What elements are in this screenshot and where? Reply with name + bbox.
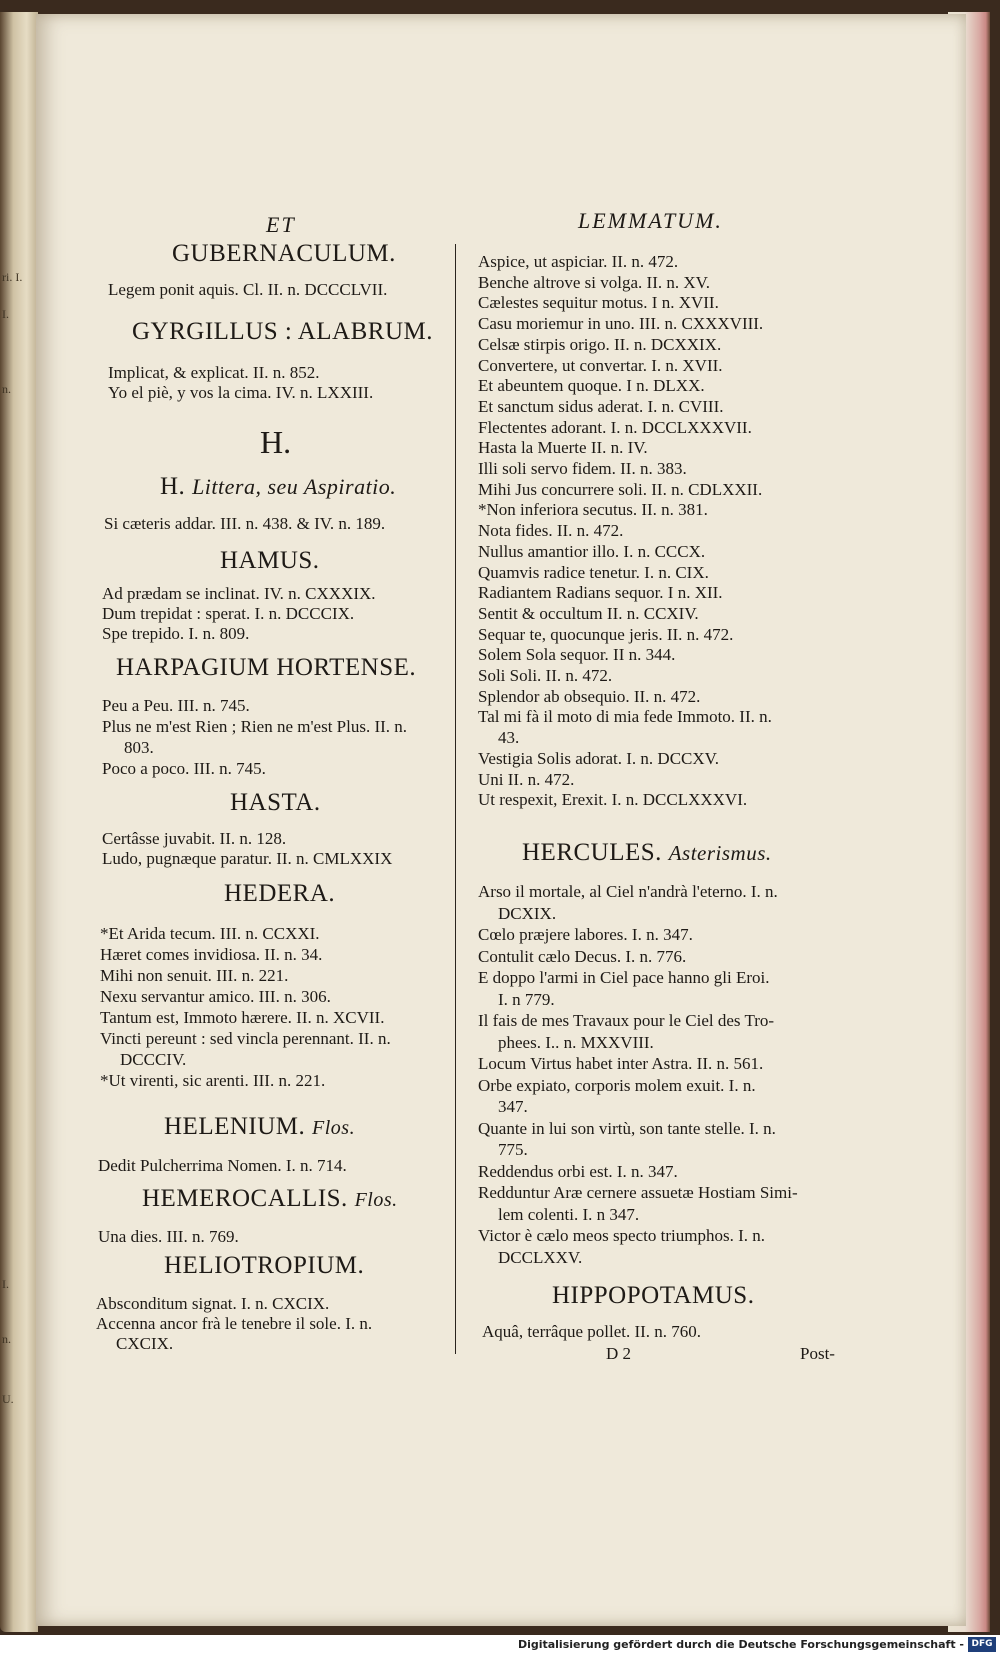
entry-title-main: HERCULES.	[522, 839, 662, 866]
entry-line: 803.	[124, 738, 154, 757]
entry-line: DCCLXXV.	[498, 1247, 583, 1267]
entry-line: Implicat, & explicat. II. n. 852.	[108, 363, 320, 382]
entry-line: DCXIX.	[498, 903, 557, 923]
entry-line: Vincti pereunt : sed vincla perennant. II. n.	[100, 1029, 391, 1048]
book-edge-left	[0, 12, 38, 1632]
entry-line: *Non inferiora secutus. II. n. 381.	[478, 500, 708, 520]
entry-title-main: HEMEROCALLIS.	[142, 1185, 348, 1212]
entry-line: Redduntur Aræ cernere assuetæ Hostiam Simi-	[478, 1183, 798, 1202]
entry-line: Yo el piè, y vos la cima. IV. n. LXXIII.	[108, 383, 374, 402]
entry-line: I. n 779.	[498, 989, 555, 1009]
entry-line: Et abeuntem quoque. I n. DLXX.	[478, 376, 705, 396]
footer-bar	[0, 1635, 1000, 1655]
entry-line: Solem Sola sequor. II n. 344.	[478, 645, 676, 665]
entry-line: Tantum est, Immoto hærere. II. n. XCVII.	[100, 1008, 385, 1027]
entry-line: Accenna ancor frà le tenebre il sole. I. n.	[96, 1314, 373, 1333]
entry-line: Legem ponit aquis. Cl. II. n. DCCCLVII.	[108, 280, 388, 299]
entry-line: E doppo l'armi in Ciel pace hanno gli Eroi.	[478, 968, 770, 987]
entry-line: *Ut virenti, sic arenti. III. n. 221.	[100, 1071, 326, 1090]
entry-line: Il fais de mes Travaux pour le Ciel des Tro-	[478, 1011, 775, 1030]
entry-line: phees. I.. n. MXXVIII.	[498, 1032, 654, 1052]
entry-line: Sentit & occultum II. n. CCXIV.	[478, 603, 699, 623]
entry-line: Certâsse juvabit. II. n. 128.	[102, 829, 287, 848]
entry-line: Tal mi fà il moto di mia fede Immoto. II. n.	[478, 707, 772, 727]
entry-line: Mihi non senuit. III. n. 221.	[100, 966, 289, 985]
entry-line: Et sanctum sidus aderat. I. n. CVIII.	[478, 396, 724, 416]
entry-line: Quante in lui son virtù, son tante stelle. I. n.	[478, 1118, 776, 1138]
entry-title	[142, 1185, 398, 1213]
entry-line: Orbe expiato, corporis molem exuit. I. n.	[478, 1075, 756, 1095]
entry-line: Soli Soli. II. n. 472.	[478, 666, 613, 685]
entry-line: Casu moriemur in uno. III. n. CXXXVIII.	[478, 314, 764, 334]
entry-line: Mihi Jus concurrere soli. II. n. CDLXXII.	[478, 479, 763, 499]
entry-line: Ludo, pugnæque paratur. II. n. CMLXXIX	[102, 849, 393, 868]
entry-line: Ut respexit, Erexit. I. n. DCCLXXXVI.	[478, 790, 748, 810]
entry-line: Uni II. n. 472.	[478, 769, 575, 789]
entry-line: 43.	[498, 728, 520, 748]
entry-line: Quamvis radice tenetur. I. n. CIX.	[478, 562, 709, 582]
page-signature: D 2	[606, 1344, 632, 1363]
entry-line: Locum Virtus habet inter Astra. II. n. 561.	[478, 1054, 764, 1073]
entry-title-main: HELENIUM.	[164, 1113, 306, 1140]
entry-line: Si cæteris addar. III. n. 438. & IV. n. 189.	[104, 514, 386, 533]
entry-title: HIPPOPOTAMUS.	[552, 1282, 755, 1309]
entry-line: Splendor ab obsequio. II. n. 472.	[478, 686, 701, 706]
entry-line: Nota fides. II. n. 472.	[478, 521, 624, 541]
entry-line: Cælestes sequitur motus. I n. XVII.	[478, 293, 719, 313]
edge-mark: n.	[2, 382, 11, 396]
entry-line: Aspice, ut aspiciar. II. n. 472.	[478, 252, 679, 271]
entry-line: Absconditum signat. I. n. CXCIX.	[96, 1294, 330, 1313]
entry-line: Reddendus orbi est. I. n. 347.	[478, 1161, 678, 1181]
entry-line: 347.	[498, 1097, 528, 1116]
entry-line: Spe trepido. I. n. 809.	[102, 624, 250, 643]
entry-title	[164, 1113, 355, 1141]
entry-line: Dum trepidat : sperat. I. n. DCCCIX.	[102, 604, 355, 623]
edge-mark: I.	[2, 1277, 9, 1291]
catchword: Post-	[800, 1344, 835, 1363]
entry-line: Nullus amantior illo. I. n. CCCX.	[478, 541, 706, 561]
entry-line: Aquâ, terrâque pollet. II. n. 760.	[482, 1322, 702, 1341]
entry-line: Illi soli servo fidem. II. n. 383.	[478, 459, 687, 478]
entry-line: Arso il mortale, al Ciel n'andrà l'eterno. I. n.	[478, 882, 778, 901]
entry-title-italic: Asterismus.	[668, 841, 772, 865]
entry-title: GUBERNACULUM.	[172, 240, 396, 267]
edge-mark: ri. I.	[2, 270, 23, 284]
entry-line: 775.	[498, 1140, 528, 1159]
entry-line: Radiantem Radians sequor. I n. XII.	[478, 583, 723, 603]
edge-mark: n.	[2, 1332, 11, 1346]
entry-title: HEDERA.	[224, 880, 336, 907]
entry-title	[522, 839, 772, 867]
entry-line: Celsæ stirpis origo. II. n. DCXXIX.	[478, 334, 722, 354]
entry-line: Dedit Pulcherrima Nomen. I. n. 714.	[98, 1156, 347, 1175]
edge-mark: U.	[2, 1392, 14, 1406]
entry-title	[160, 473, 396, 501]
entry-title: HASTA.	[230, 789, 321, 816]
running-header-left: ET	[266, 212, 296, 237]
entry-line: Contulit cælo Decus. I. n. 776.	[478, 946, 687, 966]
entry-line: lem colenti. I. n 347.	[498, 1204, 640, 1224]
entry-title: HARPAGIUM HORTENSE.	[116, 654, 417, 681]
column-divider	[455, 244, 456, 1354]
entry-line: Benche altrove si volga. II. n. XV.	[478, 272, 710, 292]
entry-line: CXCIX.	[116, 1334, 174, 1353]
entry-line: Cœlo præjere labores. I. n. 347.	[478, 925, 693, 944]
entry-line: Victor è cælo meos specto triumphos. I. n.	[478, 1226, 765, 1245]
entry-title-italic: Flos.	[312, 1117, 356, 1139]
entry-line: Hæret comes invidiosa. II. n. 34.	[100, 945, 323, 964]
entry-line: *Et Arida tecum. III. n. CCXXI.	[100, 924, 320, 943]
entry-line: Plus ne m'est Rien ; Rien ne m'est Plus. II. n.	[102, 717, 408, 736]
entry-title: HELIOTROPIUM.	[164, 1252, 365, 1279]
entry-line: Peu a Peu. III. n. 745.	[102, 696, 250, 715]
dfg-logo: DFG	[968, 1637, 996, 1652]
entry-line: Nexu servantur amico. III. n. 306.	[100, 987, 331, 1006]
entry-line: DCCCIV.	[120, 1050, 187, 1069]
running-header-right: LEMMATUM.	[578, 208, 723, 233]
entry-title-italic: Flos.	[354, 1189, 398, 1211]
entry-line: Poco a poco. III. n. 745.	[102, 759, 266, 778]
letter-heading: H.	[260, 424, 292, 460]
entry-line: Convertere, ut convertar. I. n. XVII.	[478, 355, 723, 375]
entry-line: Flectentes adorant. I. n. DCCLXXXVII.	[478, 417, 752, 437]
entry-line: Hasta la Muerte II. n. IV.	[478, 438, 648, 458]
book-page	[36, 14, 966, 1626]
entry-title: HAMUS.	[220, 547, 320, 574]
footer-credit: Digitalisierung gefördert durch die Deutsche Forschungsgemeinschaft -	[517, 1638, 964, 1651]
entry-line: Una dies. III. n. 769.	[98, 1227, 239, 1246]
entry-line: Sequar te, quocunque jeris. II. n. 472.	[478, 624, 734, 644]
entry-title-italic: Littera, seu Aspiratio.	[192, 474, 397, 499]
entry-title-main: H.	[160, 473, 186, 500]
entry-line: Ad prædam se inclinat. IV. n. CXXXIX.	[102, 584, 376, 603]
entry-title: GYRGILLUS : ALABRUM.	[132, 318, 433, 345]
edge-mark: I.	[2, 307, 9, 321]
entry-line: Vestigia Solis adorat. I. n. DCCXV.	[478, 748, 719, 768]
